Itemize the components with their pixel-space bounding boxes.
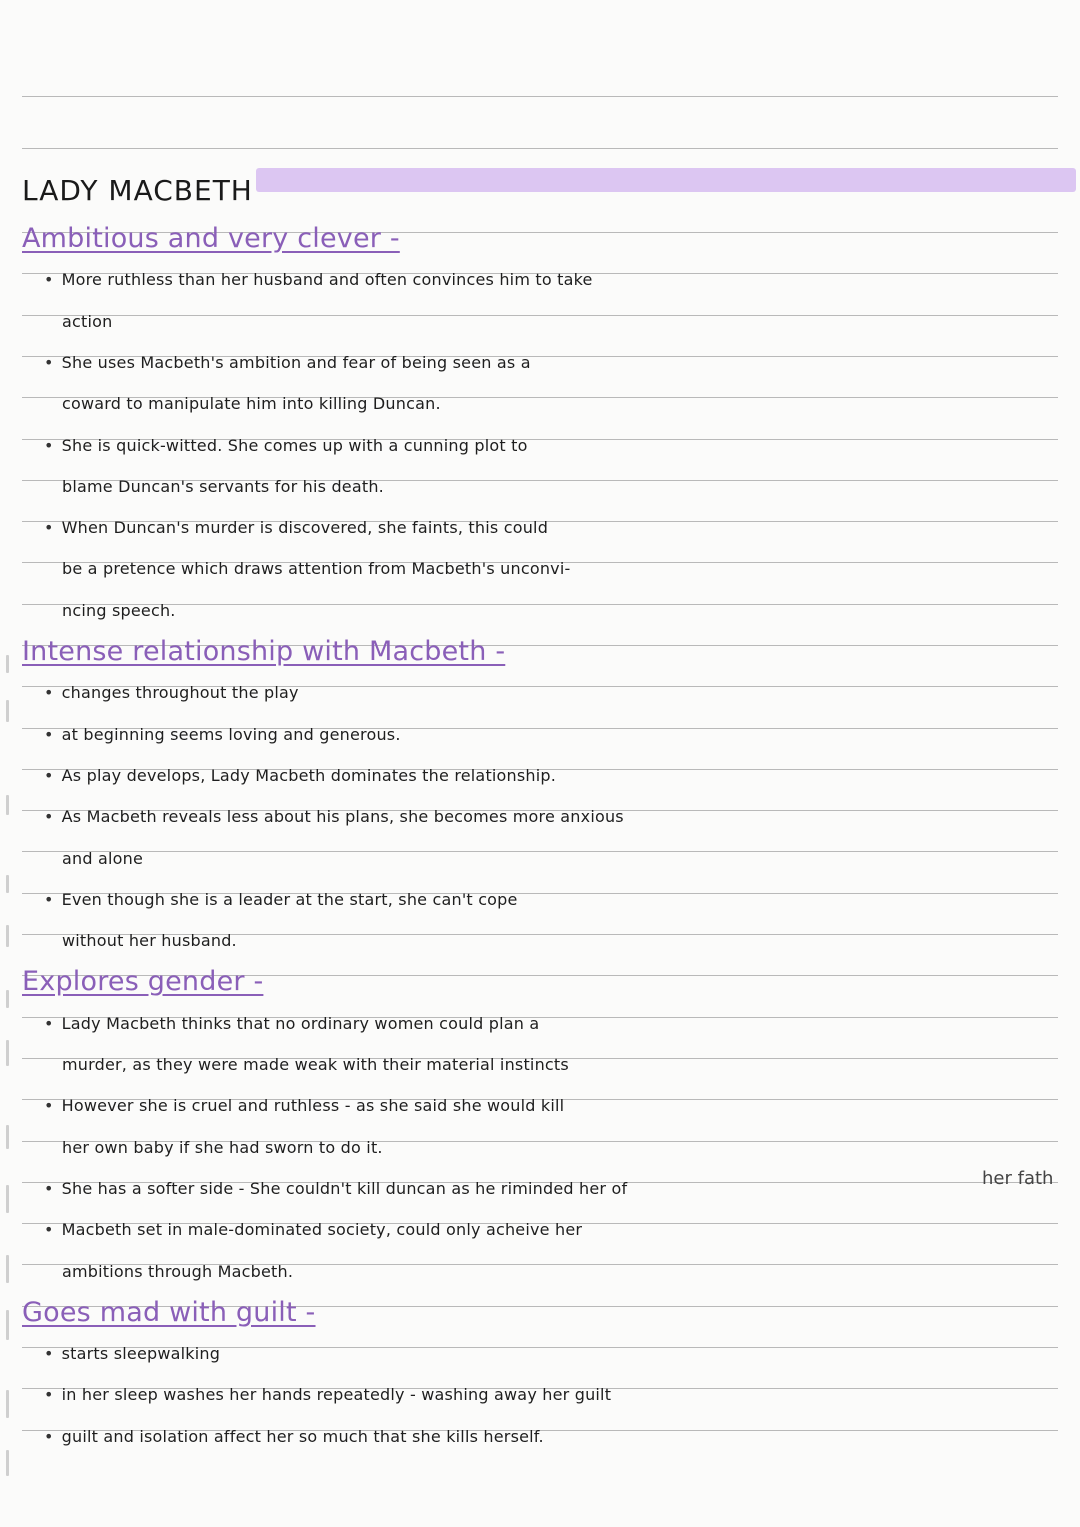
bullet-point: • As play develops, Lady Macbeth dominates the relationship. (44, 759, 1064, 793)
continuation-line: ambitions through Macbeth. (62, 1262, 294, 1281)
margin-mark (6, 1450, 9, 1476)
bullet-point: • She is quick-witted. She comes up with a cunning plot to (44, 429, 1064, 463)
bullet-point: • When Duncan's murder is discovered, she faints, this could (44, 511, 1064, 545)
bullet-point: • She has a softer side - She couldn't kill duncan as he riminded her of (44, 1172, 1064, 1206)
bullet-point: • starts sleepwalking (44, 1337, 1064, 1371)
bullet-point: • More ruthless than her husband and often convinces him to take (44, 263, 1064, 297)
section-heading: Ambitious and very clever - (22, 223, 400, 254)
margin-mark (6, 1040, 9, 1066)
margin-mark (6, 1255, 9, 1283)
margin-mark (6, 655, 9, 673)
continuation-line: coward to manipulate him into killing Duncan. (62, 394, 441, 413)
margin-mark (6, 1125, 9, 1149)
bullet-point: • at beginning seems loving and generous. (44, 718, 1064, 752)
margin-mark (6, 925, 9, 947)
continuation-line: blame Duncan's servants for his death. (62, 477, 384, 496)
bullet-point: • guilt and isolation affect her so much that she kills herself. (44, 1420, 1064, 1454)
page-title: LADY MACBETH (22, 174, 253, 207)
title-highlight (256, 168, 1076, 192)
bullet-point: • Even though she is a leader at the start, she can't cope (44, 883, 1064, 917)
continuation-line: murder, as they were made weak with their material instincts (62, 1055, 569, 1074)
section-heading: Goes mad with guilt - (22, 1297, 316, 1328)
bullet-point: • changes throughout the play (44, 676, 1064, 710)
ruled-line (22, 96, 1058, 97)
title-block (22, 170, 253, 212)
bullet-point: • in her sleep washes her hands repeatedly - washing away her guilt (44, 1378, 1064, 1412)
margin-mark (6, 795, 9, 815)
continuation-line: and alone (62, 849, 144, 868)
continuation-line: without her husband. (62, 931, 237, 950)
ruled-line (22, 148, 1058, 149)
section-heading: Explores gender - (22, 966, 264, 997)
section-heading: Intense relationship with Macbeth - (22, 636, 506, 667)
bullet-point: • As Macbeth reveals less about his plans, she becomes more anxious (44, 800, 1064, 834)
margin-mark (6, 875, 9, 893)
continuation-line: ncing speech. (62, 601, 176, 620)
continuation-line: her own baby if she had sworn to do it. (62, 1138, 383, 1157)
margin-note: her fath (982, 1168, 1054, 1189)
continuation-line: action (62, 312, 113, 331)
bullet-point: • Macbeth set in male-dominated society, could only acheive her (44, 1213, 1064, 1247)
bullet-point: • Lady Macbeth thinks that no ordinary women could plan a (44, 1007, 1064, 1041)
margin-mark (6, 1185, 9, 1213)
margin-mark (6, 1310, 9, 1340)
bullet-point: • She uses Macbeth's ambition and fear of being seen as a (44, 346, 1064, 380)
margin-mark (6, 990, 9, 1008)
bullet-point: • However she is cruel and ruthless - as she said she would kill (44, 1089, 1064, 1123)
margin-mark (6, 1390, 9, 1418)
continuation-line: be a pretence which draws attention from Macbeth's unconvi- (62, 559, 571, 578)
margin-mark (6, 700, 9, 722)
